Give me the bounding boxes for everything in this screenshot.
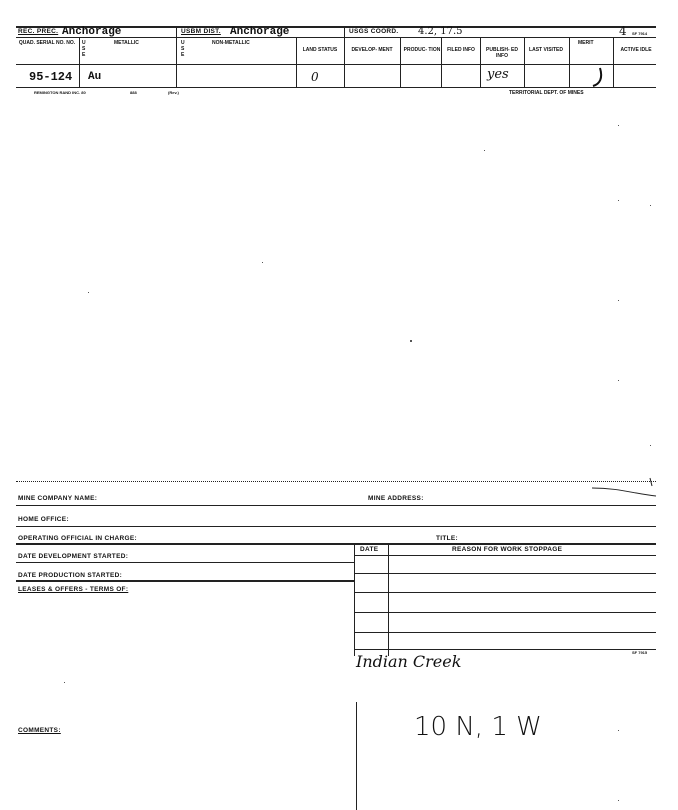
- township-range: 10 N, 1 W: [414, 712, 542, 742]
- scan-speck: [618, 125, 619, 126]
- record-published-info: yes: [487, 67, 509, 82]
- date-col-header: DATE: [360, 546, 379, 553]
- col-merit: MERIT: [578, 40, 594, 46]
- scan-speck: [618, 300, 619, 301]
- col-land-status: LAND STATUS: [302, 47, 338, 53]
- divider-col-a: [79, 37, 80, 87]
- col-development: DEVELOP- MENT: [351, 47, 393, 53]
- scan-speck: [650, 445, 651, 446]
- reason-col-header: REASON FOR WORK STOPPAGE: [452, 546, 563, 553]
- divider-2: [344, 26, 345, 87]
- record-row-bottom-rule: [16, 87, 656, 88]
- date-row-4: [354, 612, 656, 613]
- rule-dev-started: [16, 562, 354, 563]
- edge-curve: [590, 476, 660, 498]
- date-row-3: [354, 592, 656, 593]
- scan-speck: [88, 292, 89, 293]
- col-active-idle: ACTIVE IDLE: [620, 47, 652, 53]
- col-use-1: U S E: [82, 40, 86, 58]
- col-filed-info: FILED INFO: [447, 47, 475, 53]
- divider-col-f: [524, 37, 525, 87]
- record-land-status: 0: [311, 70, 319, 84]
- column-header-bottom-rule: [16, 64, 656, 65]
- scan-speck: [64, 682, 65, 683]
- date-row-2: [354, 573, 656, 574]
- scan-speck: [650, 205, 651, 206]
- lower-top-dotted-rule: [16, 481, 656, 482]
- mine-address-label: MINE ADDRESS:: [368, 495, 424, 502]
- record-quad-serial: 95-124: [29, 70, 73, 84]
- usbm-dist-label: USBM DIST.: [181, 28, 221, 35]
- scan-speck: [262, 262, 263, 263]
- home-office-label: HOME OFFICE:: [18, 516, 69, 523]
- rec-prec-label: REC. PREC.: [18, 28, 59, 35]
- title-label: TITLE:: [436, 535, 459, 542]
- record-metallic: Au: [88, 71, 102, 83]
- form-code-2: SF 7915: [632, 650, 648, 655]
- col-production: PRODUC- TION: [403, 47, 441, 53]
- location-name: Indian Creek: [356, 652, 462, 671]
- comments-label: COMMENTS:: [18, 727, 61, 734]
- date-row-1: [354, 555, 656, 556]
- rule-home-office: [16, 526, 656, 527]
- divider-col-h: [613, 37, 614, 87]
- mine-company-name-label: MINE COMPANY NAME:: [18, 495, 98, 502]
- divider-col-b: [296, 37, 297, 87]
- divider-1: [176, 26, 177, 87]
- rule-company: [16, 505, 656, 506]
- col-non-metallic: NON-METALLIC: [212, 40, 250, 46]
- col-published-info: PUBLISH- ED INFO: [486, 47, 518, 59]
- scan-speck: [484, 150, 485, 151]
- divider-col-d: [441, 37, 442, 87]
- comments-divider: [356, 702, 357, 810]
- col-quad-serial: QUAD. SERIAL NO. NO.: [18, 40, 76, 46]
- leases-offers-label: LEASES & OFFERS - TERMS OF:: [18, 586, 129, 593]
- scan-speck: [618, 800, 619, 801]
- form-code: SF 7914: [632, 31, 648, 36]
- date-dev-started-label: DATE DEVELOPMENT STARTED:: [18, 553, 129, 560]
- rule-prod-started: [16, 580, 354, 582]
- rec-prec-value: Anchorage: [62, 26, 122, 38]
- date-table-left-border: [354, 543, 355, 656]
- divider-col-c: [400, 37, 401, 87]
- printer-code-rev: (Rev.): [168, 90, 179, 95]
- col-last-visited: LAST VISITED: [529, 47, 563, 53]
- date-table-divider: [388, 543, 389, 656]
- usgs-coord-value: 4.2, 17.5: [418, 26, 463, 37]
- scan-speck: [410, 340, 412, 342]
- scan-speck: [618, 200, 619, 201]
- usgs-coord-label: USGS COORD.: [349, 28, 399, 35]
- printer-line: REMINGTON RAND INC. 80: [34, 90, 86, 95]
- date-prod-started-label: DATE PRODUCTION STARTED:: [18, 572, 123, 579]
- operating-official-label: OPERATING OFFICIAL IN CHARGE:: [18, 535, 137, 542]
- rule-official: [16, 543, 656, 545]
- col-metallic: METALLIC: [114, 40, 139, 46]
- dept-line: TERRITORIAL DEPT. OF MINES: [509, 90, 584, 96]
- divider-col-e: [480, 37, 481, 87]
- printer-code: 888: [130, 90, 137, 95]
- corner-mark: 4: [619, 24, 627, 38]
- usbm-dist-value: Anchorage: [230, 26, 290, 38]
- date-row-6: [354, 649, 656, 650]
- scan-speck: [618, 730, 619, 731]
- date-row-5: [354, 632, 656, 633]
- scan-speck: [618, 380, 619, 381]
- col-use-2: U S E: [181, 40, 185, 58]
- divider-col-g: [569, 37, 570, 87]
- merit-checkmark: [590, 66, 608, 90]
